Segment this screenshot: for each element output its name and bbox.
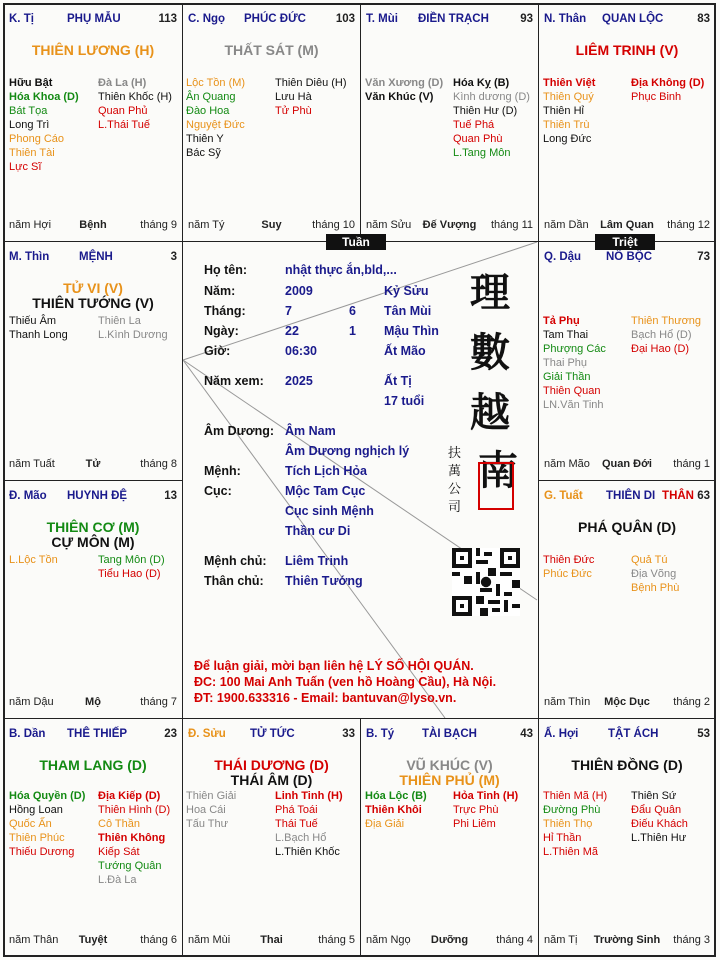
palace-dan[interactable]: B. Dần THÊ THIẾP 23 THAM LANG (D) Hóa Quyền (D) Hồng Loan Quốc Ấn Thiên Phúc Thiếu Dương Địa Kiếp (D) Thiên Hình (D) Cô Thần Thiên Không Kiếp Sát Tướng Quân L.Đà La năm Thân Tuyệt tháng 6 — [3, 718, 183, 957]
palace-thin[interactable]: M. Thìn MỆNH 3 TỬ VI (V) THIÊN TƯỚNG (V) Thiếu Âm Thanh Long Thiên La L.Kình Dương năm Tuất Tử tháng 8 — [3, 241, 183, 481]
palace-mui[interactable]: T. Mùi ĐIỀN TRẠCH 93 Văn Xương (D) Văn Khúc (V) Hóa Kỵ (B) Kình dương (D) Thiên Hư (D) Tuế Phá Quan Phù L.Tang Môn năm Sửu Đế Vượng tháng 11 — [360, 3, 539, 242]
red-seal-stamp — [478, 462, 514, 510]
palace-hoi[interactable]: Ấ. Hợi TẬT ÁCH 53 THIÊN ĐỒNG (D) Thiên Mã (H) Đường Phù Thiên Thọ Hỉ Thần L.Thiên Mã Thiên Sứ Đẩu Quân Điếu Khách L.Thiên Hư năm Tị Trường Sinh tháng 3 — [538, 718, 716, 957]
tuan-marker: Tuần — [326, 234, 386, 250]
palace-name: PHỤ MẪU — [67, 13, 121, 25]
stars-right: Đà La (H) Thiên Khốc (H) Quan Phủ L.Thái Tuế — [98, 77, 172, 131]
palace-number: 113 — [158, 13, 177, 25]
palace-suu[interactable]: Đ. Sửu TỬ TỨC 33 THÁI DƯƠNG (D) THÁI ÂM (D) Thiên Giải Hoa Cái Tấu Thư Linh Tinh (H) Phá Toái Thái Tuế L.Bạch Hổ L.Thiên Khốc năm Mùi Thai tháng 5 — [182, 718, 361, 957]
qr-code[interactable] — [452, 548, 520, 616]
brand-small-text: 扶 萬 公 司 — [448, 446, 462, 515]
palace-mao[interactable]: Đ. Mão HUYNH ĐỆ 13 THIÊN CƠ (M) CỰ MÔN (M) L.Lộc Tồn Tang Môn (D) Tiểu Hao (D) năm Dậu Mộ tháng 7 — [3, 480, 183, 719]
palace-ngo[interactable]: C. Ngọ PHÚC ĐỨC 103 THẤT SÁT (M) Lộc Tồn (M) Ân Quang Đào Hoa Nguyệt Đức Thiên Y Bác Sỹ Thiên Diêu (H) Lưu Hà Tử Phù năm Tý Suy tháng 10 — [182, 3, 361, 242]
main-star: THIÊN LƯƠNG (H) — [31, 42, 155, 58]
palace-tuat[interactable]: G. Tuất THIÊN DI THÂN 63 PHÁ QUÂN (D) Thiên Đức Phúc Đức Quả Tú Địa Võng Bệnh Phù năm Thìn Mộc Dục tháng 2 — [538, 480, 716, 719]
palace-than[interactable]: N. Thân QUAN LỘC 83 LIÊM TRINH (V) Thiên Việt Thiên Quý Thiên Hỉ Thiên Trù Long Đức Địa Không (D) Phục Binh năm Dần Lâm Quan tháng 12 — [538, 3, 716, 242]
branch: K. Tị — [9, 13, 34, 25]
palace-dau[interactable]: Q. Dậu NÔ BỘC 73 Tả Phụ Tam Thai Phượng Các Thai Phụ Giải Thần Thiên Quan LN.Văn Tinh Thiên Thương Bạch Hổ (D) Đại Hao (D) năm Mão Quan Đới tháng 1 — [538, 241, 716, 481]
palace-ty-bottom[interactable]: B. Tý TÀI BẠCH 43 VŨ KHÚC (V) THIÊN PHỦ (M) Hóa Lộc (B) Thiên Khôi Địa Giải Hỏa Tinh (H) Trực Phù Phi Liêm năm Ngọ Dưỡng tháng 4 — [360, 718, 539, 957]
triet-marker: Triệt — [595, 234, 655, 250]
stars-left: Hữu Bật Hóa Khoa (D) Bát Tọa Long Trì Phong Cáo Thiên Tài Lực Sĩ — [9, 77, 79, 173]
palace-ty-top[interactable]: K. Tị PHỤ MẪU 113 THIÊN LƯƠNG (H) Hữu Bật Hóa Khoa (D) Bát Tọa Long Trì Phong Cáo Thiên Tài Lực Sĩ Đà La (H) Thiên Khốc (H) Quan Phủ L.Thái Tuế năm Hợi Bệnh tháng 9 — [3, 3, 183, 242]
